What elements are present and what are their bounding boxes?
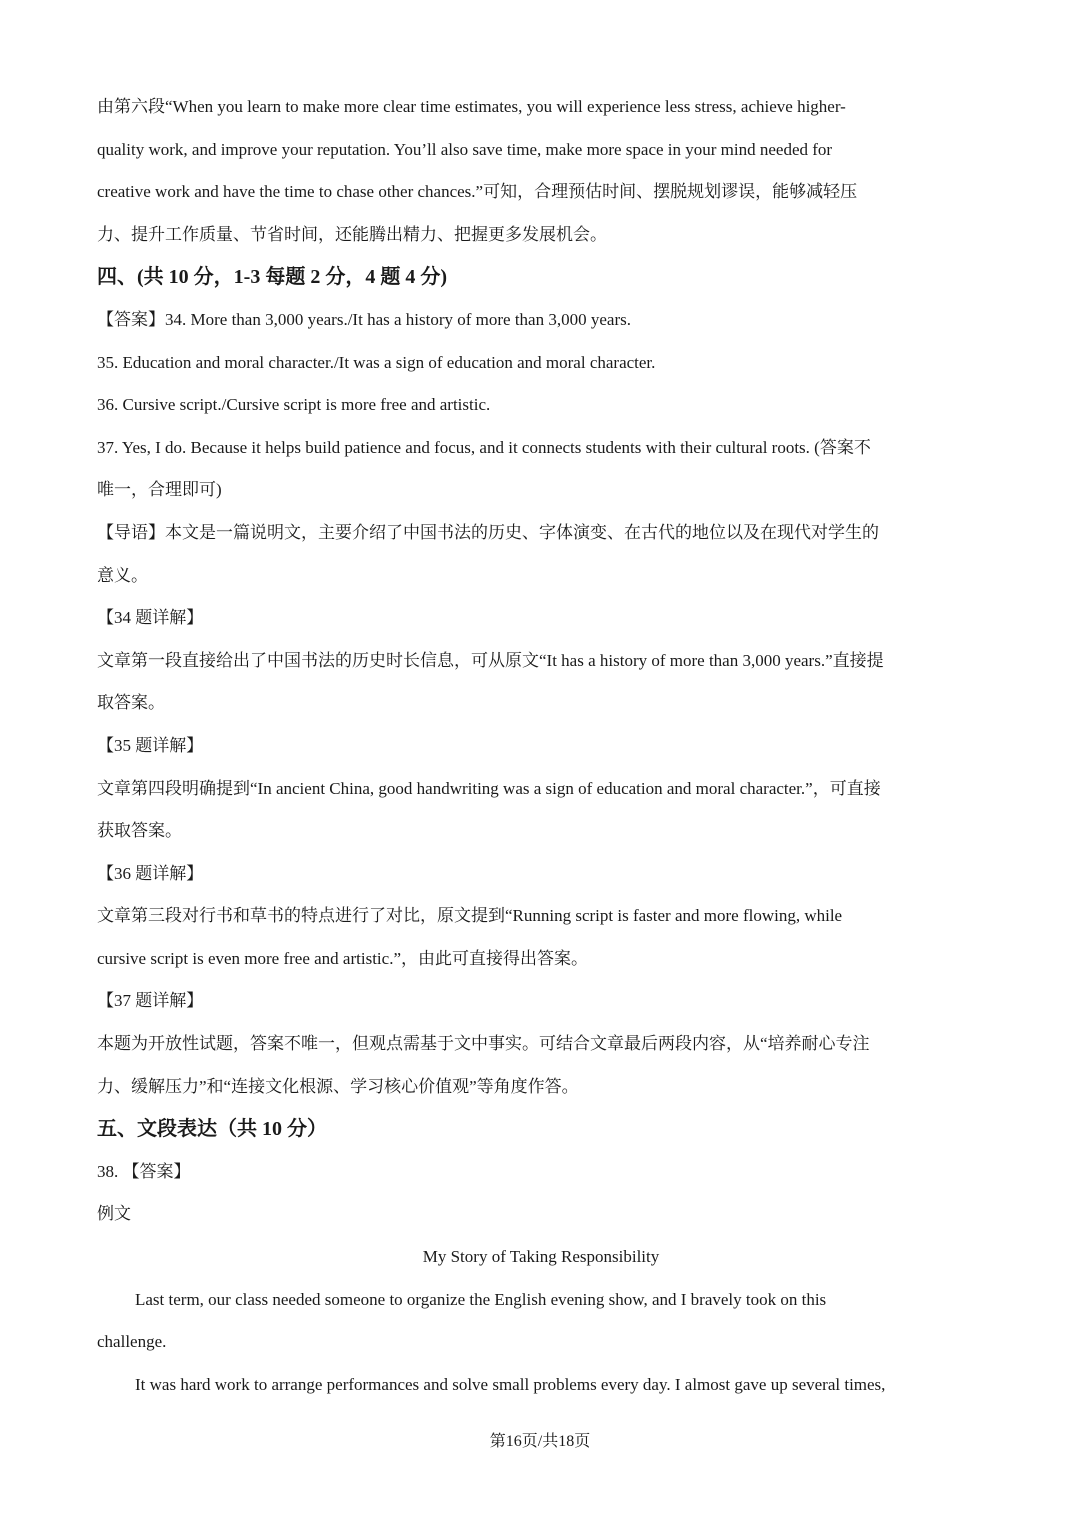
text-line: 本题为开放性试题，答案不唯一，但观点需基于文中事实。可结合文章最后两段内容，从“培养耐心专注 [97,1034,870,1054]
answer-35: 35. Education and moral character./It was a sign of education and moral character. [97,352,656,372]
page-number: 第16页/共18页 [489,1433,591,1450]
text-line: 文章第三段对行书和草书的特点进行了对比，原文提到“Running script is faster and more flowing, while [97,906,843,926]
essay-paragraph: It was hard work to arrange performances and solve small problems every day. I almost gave up several times, [135,1374,886,1394]
section-heading-4: 四、(共 10 分，1-3 每题 2 分，4 题 4 分) [97,266,447,289]
text-line: 力、提升工作质量、节省时间，还能腾出精力、把握更多发展机会。 [97,224,607,244]
essay-paragraph: Last term, our class needed someone to organize the English evening show, and I bravely took on this [135,1289,827,1309]
section-heading-5: 五、文段表达（共 10 分） [97,1118,327,1141]
text-line: 力、缓解压力”和“连接文化根源、学习核心价值观”等角度作答。 [97,1076,579,1096]
answer-34: 【答案】34. More than 3,000 years./It has a history of more than 3,000 years. [97,309,631,329]
text-line: challenge. [97,1332,167,1352]
text-line: 唯一，合理即可) [97,480,222,500]
text-line: 文章第一段直接给出了中国书法的历史时长信息，可从原文“It has a history of more than 3,000 years.”直接提 [97,650,884,670]
detail-label-34: 【34 题详解】 [97,608,204,628]
text-line: 意义。 [97,565,148,585]
text-line: 获取答案。 [97,821,182,841]
answer-37: 37. Yes, I do. Because it helps build patience and focus, and it connects students with their cultural roots. (答案不 [97,437,871,457]
text-line: 由第六段“When you learn to make more clear time estimates, you will experience less stress, achieve higher- [97,97,846,116]
detail-label-36: 【36 题详解】 [97,863,204,883]
document-body [97,86,985,1406]
text-line: 取答案。 [97,693,165,713]
detail-label-35: 【35 题详解】 [97,735,204,755]
sample-label: 例文 [97,1204,131,1224]
text-line: 文章第四段明确提到“In ancient China, good handwriting was a sign of education and moral character.”，可直接 [97,778,881,798]
detail-label-37: 【37 题详解】 [97,991,204,1011]
text-line: cursive script is even more free and artistic.”，由此可直接得出答案。 [97,948,588,968]
answer-36: 36. Cursive script./Cursive script is more free and artistic. [97,395,491,415]
answer-label-38: 38. 【答案】 [97,1161,191,1181]
text-line: creative work and have the time to chase other chances.”可知，合理预估时间、摆脱规划谬误，能够减轻压 [97,182,858,202]
text-line: quality work, and improve your reputation. You’ll also save time, make more space in your mind needed for [97,139,833,159]
essay-title: My Story of Taking Responsibility [422,1247,660,1267]
intro-line: 【导语】本文是一篇说明文，主要介绍了中国书法的历史、字体演变、在古代的地位以及在现代对学生的 [97,522,879,542]
